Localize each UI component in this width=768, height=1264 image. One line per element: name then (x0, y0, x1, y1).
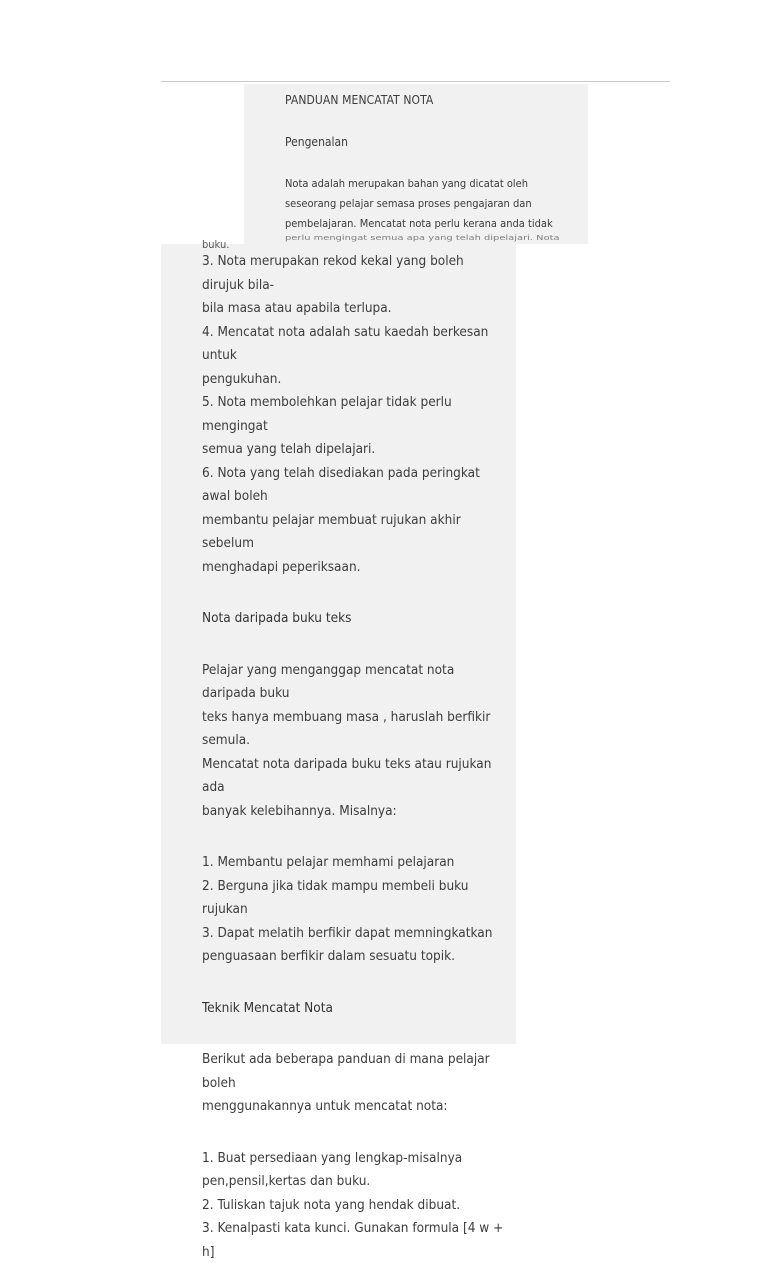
section-heading-intro: Pengenalan (285, 135, 348, 149)
benefit-item-3-cont: penguasaan berfikir dalam sesuatu topik. (202, 948, 456, 964)
section-heading-textbook: Nota daripada buku teks (202, 610, 352, 626)
paragraph-line: Mencatat nota daripada buku teks atau rujukan ada (202, 755, 492, 795)
list-item-5: 5. Nota membolehkan pelajar tidak perlu mengingat (202, 394, 452, 434)
list-item-3-cont: bila masa atau apabila terlupa. (202, 300, 392, 316)
intro-line: Nota adalah merupakan bahan yang dicatat oleh (285, 177, 529, 190)
section-heading-technique: Teknik Mencatat Nota (202, 999, 333, 1016)
paragraph-line: menggunakannya untuk mencatat nota: (202, 1098, 448, 1114)
intro-line-cut: perlu mengingat semua apa yang telah dipelajari. Nota (285, 233, 560, 242)
intro-line: seseorang pelajar semasa proses pengajaran dan (285, 197, 532, 210)
intro-line: pembelajaran. Mencatat nota perlu kerana anda tidak (285, 217, 553, 230)
document-body-panel (161, 238, 516, 1260)
step-item-1: 1. Buat persediaan yang lengkap-misalnya (202, 1149, 463, 1166)
list-item-4-cont: pengukuhan. (202, 370, 282, 387)
document-header-panel (244, 84, 588, 244)
benefit-item-3: 3. Dapat melatih berfikir dapat memningkatkan (202, 924, 493, 941)
list-item-3: 3. Nota merupakan rekod kekal yang boleh dirujuk bila- (202, 253, 464, 293)
benefit-item-1: 1. Membantu pelajar memhami pelajaran (202, 854, 455, 870)
list-item-4: 4. Mencatat nota adalah satu kaedah berkesan untuk (202, 323, 489, 363)
step-item-3: 3. Kenalpasti kata kunci. Gunakan formula [4 w + h] (202, 1220, 504, 1260)
cut-off-text: buku. (202, 238, 230, 251)
top-divider (161, 81, 670, 82)
paragraph-line: Pelajar yang menganggap mencatat nota daripada buku (202, 661, 455, 701)
list-item-6: 6. Nota yang telah disediakan pada peringkat awal boleh (202, 464, 480, 504)
paragraph-line: Berikut ada beberapa panduan di mana pelajar boleh (202, 1051, 490, 1091)
paragraph-line: banyak kelebihannya. Misalnya: (202, 802, 397, 819)
step-item-1-cont: pen,pensil,kertas dan buku. (202, 1173, 371, 1189)
step-item-2: 2. Tuliskan tajuk nota yang hendak dibuat. (202, 1196, 461, 1213)
list-item-6-cont: membantu pelajar membuat rujukan akhir sebelum (202, 511, 461, 551)
list-item-5-cont: semua yang telah dipelajari. (202, 441, 376, 457)
list-item-6-cont: menghadapi peperiksaan. (202, 558, 361, 575)
document-title: PANDUAN MENCATAT NOTA (285, 93, 434, 107)
benefit-item-2: 2. Berguna jika tidak mampu membeli buku rujukan (202, 877, 469, 917)
paragraph-line: teks hanya membuang masa , haruslah berfikir semula. (202, 708, 491, 748)
